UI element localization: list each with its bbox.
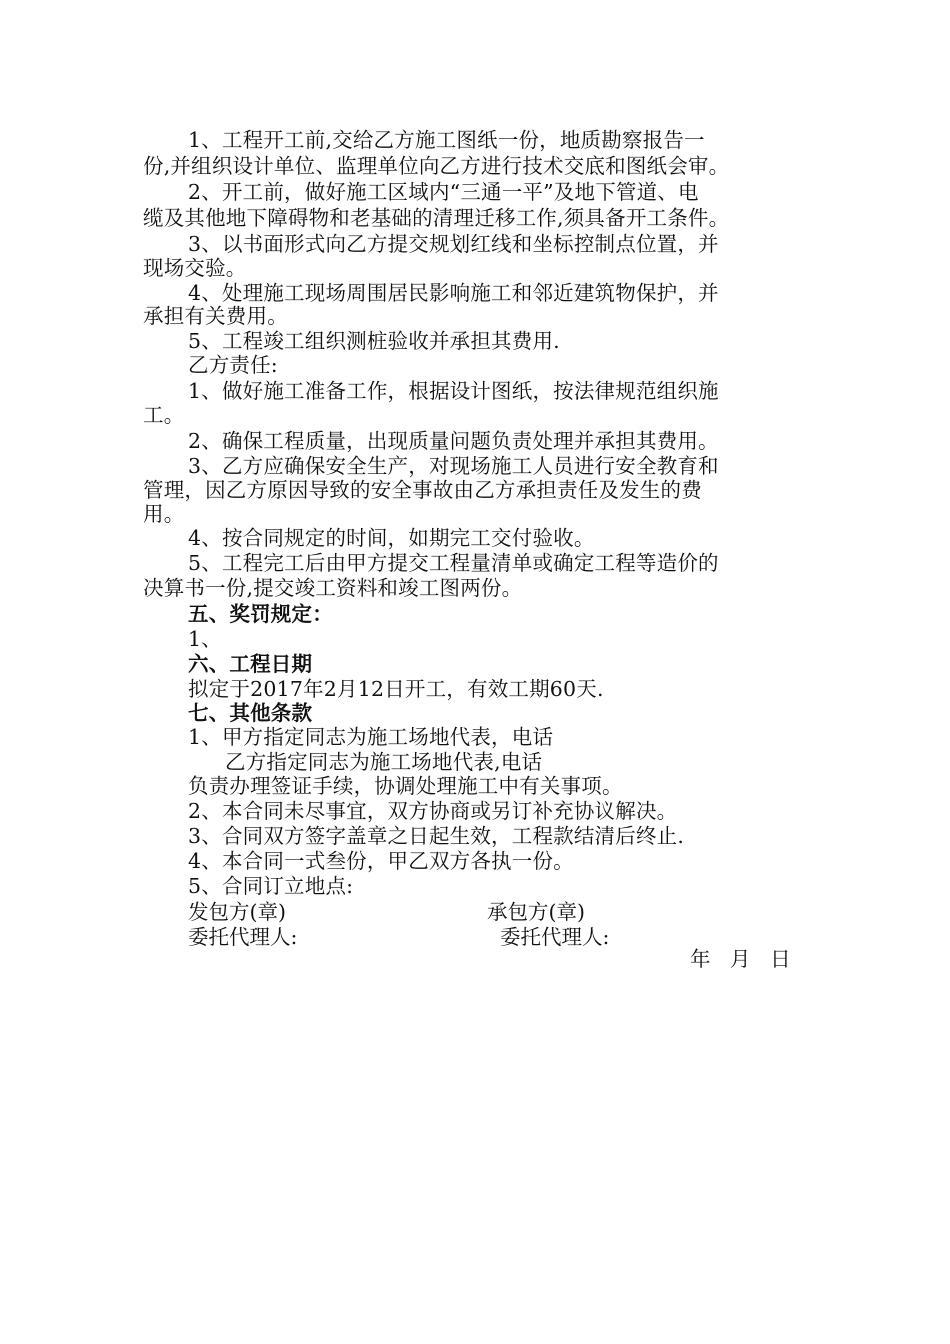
b-line-8: 5、工程完工后由甲方提交工程量清单或确定工程等造价的 bbox=[188, 551, 719, 575]
section-6-heading: 六、工程日期 bbox=[188, 652, 313, 676]
a-line-9: 5、工程竣工组织测桩验收并承担其费用. bbox=[188, 329, 560, 353]
b-line-9: 决算书一份,提交竣工资料和竣工图两份。 bbox=[143, 576, 523, 600]
section-7-heading: 七、其他条款 bbox=[188, 701, 313, 725]
a-line-8: 承担有关费用。 bbox=[143, 304, 288, 328]
section-7-line-1: 1、甲方指定同志为施工场地代表，电话 bbox=[188, 725, 554, 749]
b-line-2: 工。 bbox=[143, 403, 185, 427]
section-6-text: 拟定于2017年2月12日开工，有效工期60天. bbox=[188, 677, 604, 701]
b-line-4: 3、乙方应确保安全生产，对现场施工人员进行安全教育和 bbox=[188, 454, 719, 478]
date-line: 年 月 日 bbox=[690, 947, 791, 971]
party-b-seal-label: 承包方(章) bbox=[487, 900, 585, 924]
section-5-item-1: 1、 bbox=[188, 627, 222, 651]
a-line-2: 份,并组织设计单位、监理单位向乙方进行技术交底和图纸会审。 bbox=[143, 154, 730, 178]
a-line-1: 1、工程开工前,交给乙方施工图纸一份，地质勘察报告一 bbox=[188, 128, 705, 152]
section-7-line-7: 5、合同订立地点: bbox=[188, 874, 354, 898]
b-line-3: 2、确保工程质量，出现质量问题负责处理并承担其费用。 bbox=[188, 429, 719, 453]
party-b-agent-label: 委托代理人: bbox=[500, 925, 610, 949]
section-7-line-2: 乙方指定同志为施工场地代表,电话 bbox=[225, 750, 543, 774]
b-line-1: 1、做好施工准备工作，根据设计图纸，按法律规范组织施 bbox=[188, 379, 719, 403]
b-line-7: 4、按合同规定的时间，如期完工交付验收。 bbox=[188, 526, 595, 550]
section-7-line-4: 2、本合同未尽事宜，双方协商或另订补充协议解决。 bbox=[188, 799, 678, 823]
a-line-3: 2、开工前，做好施工区域内“三通一平”及地下管道、电 bbox=[188, 180, 699, 204]
party-a-agent-label: 委托代理人: bbox=[188, 925, 298, 949]
section-7-line-3: 负责办理签证手续，协调处理施工中有关事项。 bbox=[188, 774, 623, 798]
b-line-6: 用。 bbox=[143, 502, 185, 526]
section-5-heading: 五、奖罚规定： bbox=[188, 602, 333, 626]
a-line-7: 4、处理施工现场周围居民影响施工和邻近建筑物保护，并 bbox=[188, 281, 719, 305]
section-7-line-5: 3、合同双方签字盖章之日起生效，工程款结清后终止. bbox=[188, 824, 685, 848]
b-line-5: 管理，因乙方原因导致的安全事故由乙方承担责任及发生的费 bbox=[143, 478, 702, 502]
a-line-4: 缆及其他地下障碍物和老基础的清理迁移工作,须具备开工条件。 bbox=[143, 206, 730, 230]
section-7-line-6: 4、本合同一式叁份，甲乙双方各执一份。 bbox=[188, 849, 574, 873]
party-a-seal-label: 发包方(章) bbox=[188, 900, 286, 924]
party-b-title: 乙方责任: bbox=[188, 353, 278, 377]
a-line-5: 3、以书面形式向乙方提交规划红线和坐标控制点位置，并 bbox=[188, 232, 719, 256]
a-line-6: 现场交验。 bbox=[143, 256, 247, 280]
